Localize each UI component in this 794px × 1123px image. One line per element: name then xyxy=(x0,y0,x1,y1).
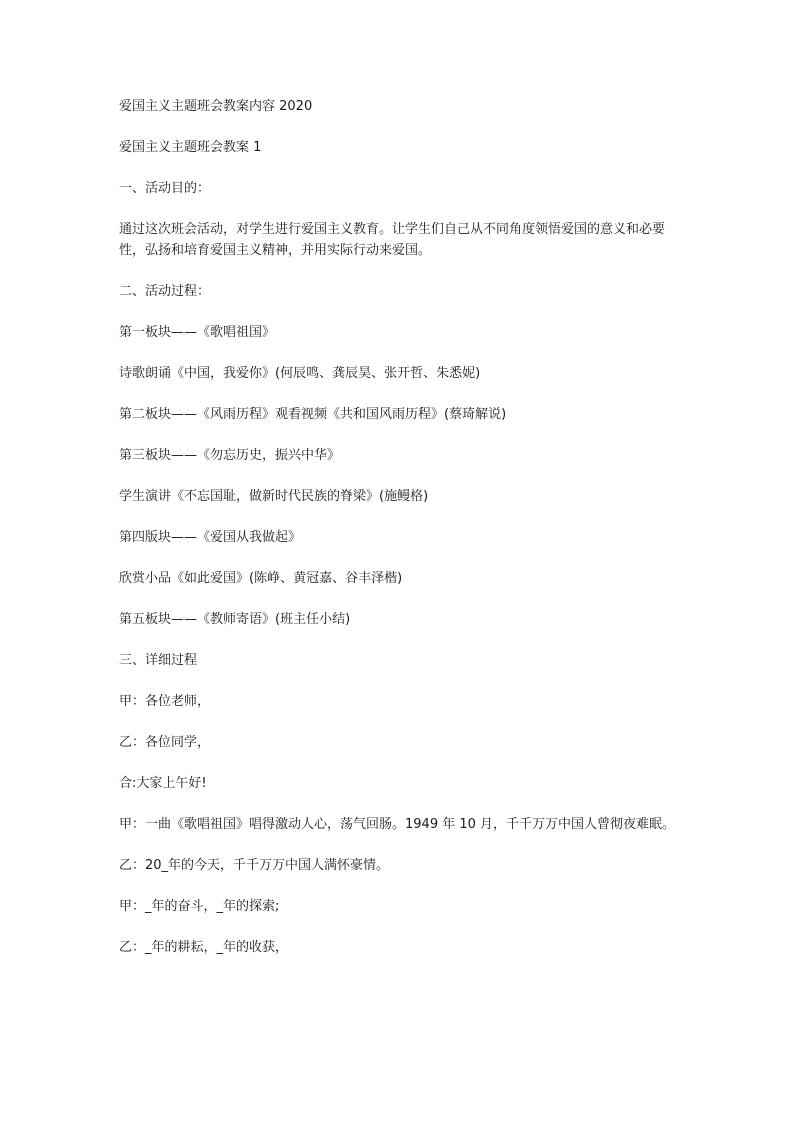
block-4-title: 第四版块——《爱国从我做起》 xyxy=(119,530,302,545)
dialogue-line: 乙：_年的耕耘，_年的收获， xyxy=(119,940,289,955)
document-title: 爱国主义主题班会教案内容 2020 xyxy=(119,99,313,114)
lesson-plan-heading: 爱国主义主题班会教案 1 xyxy=(119,140,262,155)
dialogue-line: 乙：各位同学， xyxy=(119,735,211,750)
block-5-title: 第五板块——《教师寄语》(班主任小结) xyxy=(119,612,351,627)
dialogue-line: 乙：20_年的今天，千千万万中国人满怀豪情。 xyxy=(119,858,390,873)
block-2-title: 第二板块——《风雨历程》观看视频《共和国风雨历程》(蔡琦解说) xyxy=(119,407,507,422)
dialogue-line: 甲：_年的奋斗，_年的探索; xyxy=(119,899,280,914)
section-heading-details: 三、详细过程 xyxy=(119,653,198,668)
block-1-detail: 诗歌朗诵《中国，我爱你》(何辰鸣、龚辰昊、张开哲、朱悉妮) xyxy=(119,366,481,381)
block-3-title: 第三板块——《勿忘历史，振兴中华》 xyxy=(119,448,341,463)
block-3-detail: 学生演讲《不忘国耻，做新时代民族的脊梁》(施鳗格) xyxy=(119,489,429,504)
dialogue-line: 甲：各位老师， xyxy=(119,694,211,709)
purpose-text: 通过这次班会活动，对学生进行爱国主义教育。让学生们自己从不同角度领悟爱国的意义和必要性，弘扬和培育爱国主义精神，并用实际行动来爱国。 xyxy=(119,222,666,258)
dialogue-line: 合:大家上午好! xyxy=(119,776,207,791)
block-4-detail: 欣赏小品《如此爱国》(陈峥、黄冠嘉、谷丰泽楷) xyxy=(119,571,403,586)
block-1-title: 第一板块——《歌唱祖国》 xyxy=(119,325,276,340)
section-heading-process: 二、活动过程： xyxy=(119,284,211,299)
document-body xyxy=(119,96,679,978)
dialogue-line: 甲：一曲《歌唱祖国》唱得激动人心，荡气回肠。1949 年 10 月，千千万万中国人曾彻夜难眠。 xyxy=(119,817,676,832)
section-heading-purpose: 一、活动目的： xyxy=(119,181,211,196)
